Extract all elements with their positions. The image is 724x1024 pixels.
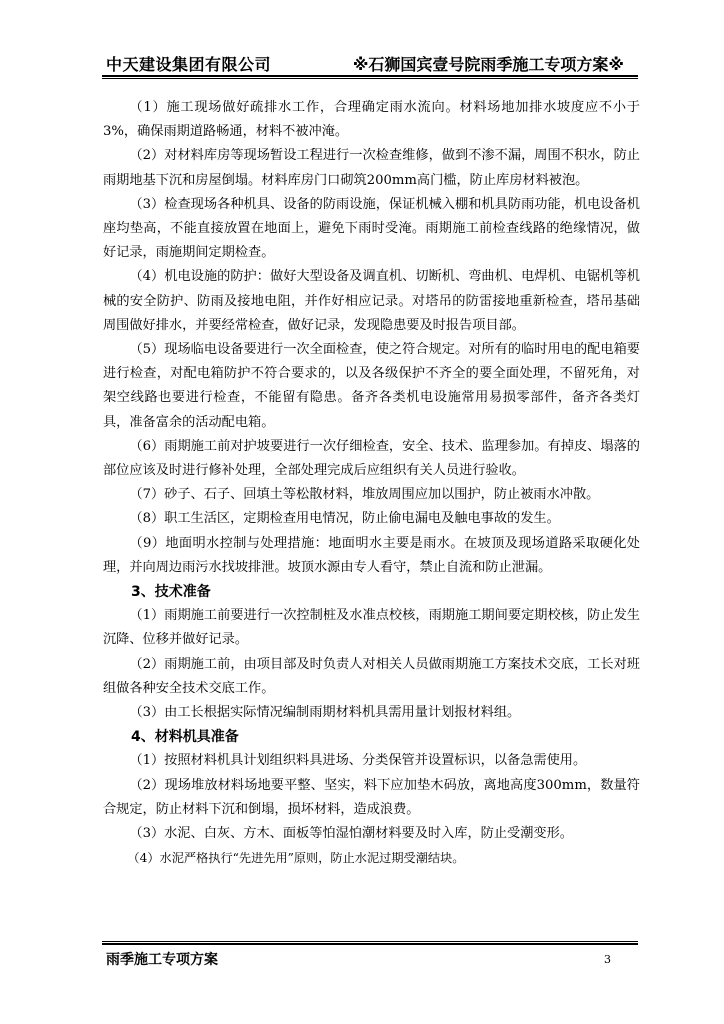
page-number: 3 [604,953,611,966]
header-rule-thick [102,75,638,77]
paragraph: （4）水泥严格执行“先进先用”原则，防止水泥过期受潮结块。 [127,851,465,866]
footer-rule-thin [102,941,638,942]
header-company: 中天建设集团有限公司 [106,55,272,74]
paragraph: （8）职工生活区，定期检查用电情况，防止偷电漏电及触电事故的发生。 [129,511,560,527]
paragraph: （2）现场堆放材料场地要平整、坚实，料下应加垫木码放，离地高度300mm，数量符合规定，防止材料下沉和倒塌，损坏材料，造成浪费。 [103,777,640,817]
paragraph: （3）由工长根据实际情况编制雨期材料机具需用量计划报材料组。 [129,705,521,721]
footer-rule-thick [102,943,638,945]
paragraph: （7）砂子、石子、回填土等松散材料，堆放周围应加以围护，防止被雨水冲散。 [129,487,600,503]
paragraph: （6）雨期施工前对护坡要进行一次仔细检查，安全、技术、监理参加。有掉皮、塌落的部位应该及时进行修补处理，全部处理完成后应组织有关人员进行验收。 [103,438,640,479]
paragraph: （2）对材料库房等现场暂设工程进行一次检查维修，做到不渗不漏，周围不积水，防止雨期地基下沉和房屋倒塌。材料库房门口砌筑200mm高门槛，防止库房材料被泡。 [103,148,640,188]
paragraph: （5）现场临电设备要进行一次全面检查，使之符合规定。对所有的临时用电的配电箱要进行检查，对配电箱防护不符合要求的，以及各级保护不齐全的要全面处理，不留死角，对架空线路也要进行检查，不能留有隐患。备齐各类机电设施常用易损零部件，备齐各类灯具，准备富余的活动配电箱。 [103,342,640,430]
paragraph: （3）水泥、白灰、方木、面板等怕湿怕潮材料要及时入库，防止受潮变形。 [129,826,573,842]
paragraph: （4）机电设施的防护：做好大型设备及调直机、切断机、弯曲机、电焊机、电锯机等机械的安全防护、防雨及接地电阻，并作好相应记录。对塔吊的防雷接地重新检查，塔吊基础周围做好排水，并要经常检查，做好记录，发现隐患要及时报告项目部。 [103,269,640,333]
paragraph: （1）雨期施工前要进行一次控制桩及水准点校核，雨期施工期间要定期校核，防止发生沉降、位移并做好记录。 [103,608,640,648]
document-body [103,96,640,871]
section-heading-materials: 4、材料机具准备 [131,729,239,746]
paragraph: （9）地面明水控制与处理措施：地面明水主要是雨水。在坡顶及现场道路采取硬化处理，并向周边雨污水找坡排泄。坡顶水源由专人看守，禁止自流和防止泄漏。 [103,535,640,575]
paragraph: （3）检查现场各种机具、设备的防雨设施，保证机械入棚和机具防雨功能，机电设备机座均垫高，不能直接放置在地面上，避免下雨时受淹。雨期施工前检查线路的绝缘情况，做好记录，雨施期间定期检查。 [103,196,640,261]
footer-doc-title: 雨季施工专项方案 [106,952,218,968]
paragraph: （2）雨期施工前，由项目部及时负责人对相关人员做雨期施工方案技术交底，工长对班组做各种安全技术交底工作。 [103,656,640,696]
section-heading-technical: 3、技术准备 [131,584,211,601]
header-project-title: ※石狮国宾壹号院雨季施工专项方案※ [352,55,624,74]
paragraph: （1）按照材料机具计划组织料具进场、分类保管并设置标识，以备急需使用。 [129,753,587,769]
paragraph: （1）施工现场做好疏排水工作，合理确定雨水流向。材料场地加排水坡度应不小于3%，确保雨期道路畅通，材料不被冲淹。 [103,100,640,140]
header-rule-thin [102,78,638,79]
